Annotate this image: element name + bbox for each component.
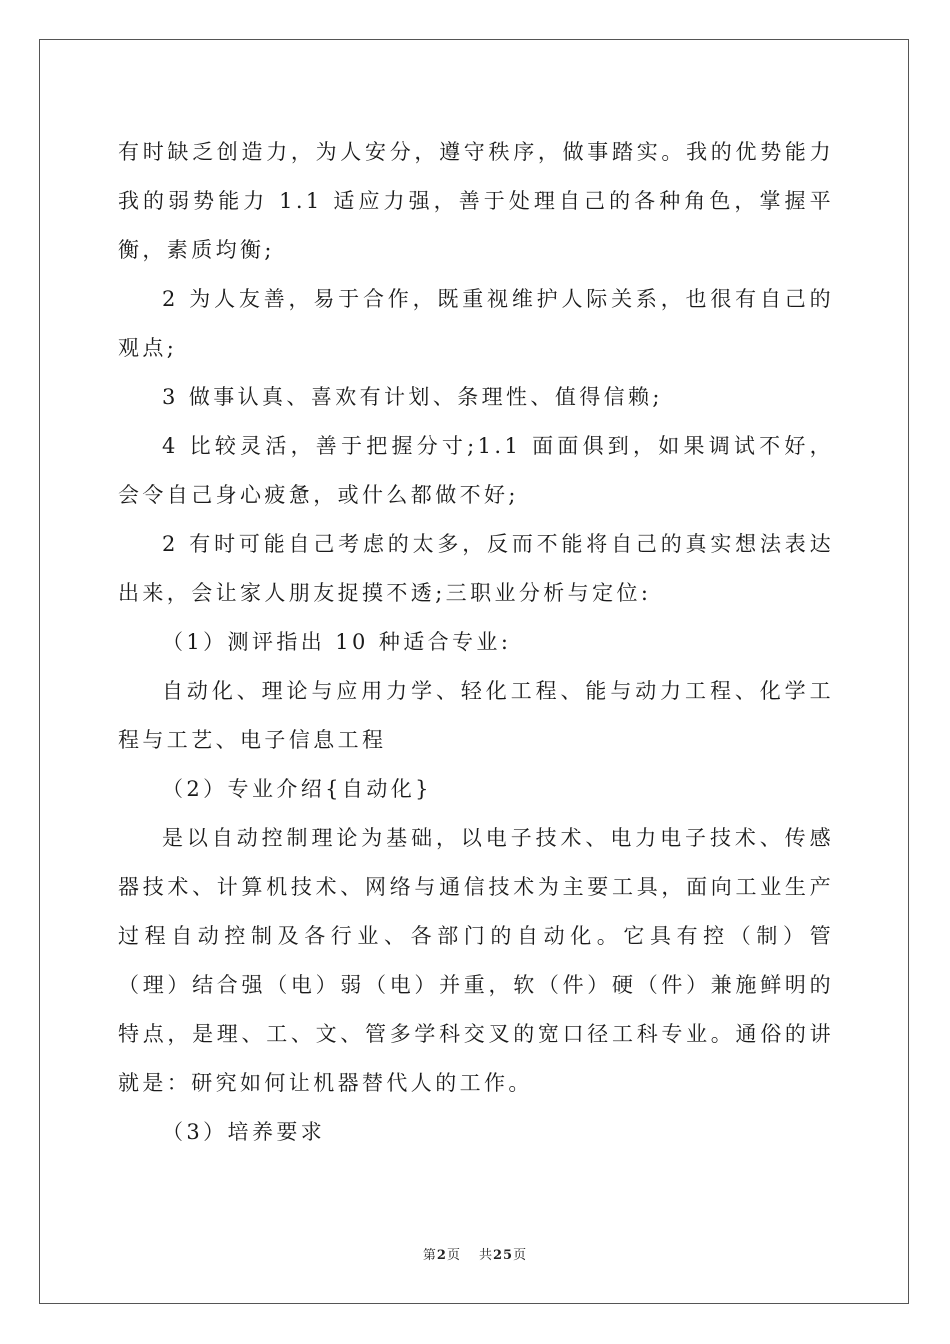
paragraph-3: 3 做事认真、喜欢有计划、条理性、值得信赖; <box>162 385 663 409</box>
page-footer <box>0 1244 950 1263</box>
footer-total-prefix: 共 <box>478 1248 493 1263</box>
footer-total-suffix: 页 <box>513 1248 528 1263</box>
paragraph-1: 有时缺乏创造力，为人安分，遵守秩序，做事踏实。我的优势能力我的弱势能力 1.1 适应力强，善于处理自己的各种角色，掌握平衡，素质均衡; <box>118 140 834 262</box>
footer-total-pages: 25 <box>492 1248 514 1263</box>
section-heading-3: （3）培养要求 <box>162 1120 326 1144</box>
footer-page-number: 2 <box>436 1248 447 1263</box>
section-heading-2: （2）专业介绍{自动化} <box>162 777 432 801</box>
paragraph-5: 2 有时可能自己考虑的太多，反而不能将自己的真实想法表达出来，会让家人朋友捉摸不透;三职业分析与定位: <box>118 532 834 605</box>
section-heading-1: （1）测评指出 10 种适合专业: <box>162 630 512 654</box>
footer-page-prefix: 第 <box>422 1248 437 1263</box>
paragraph-4: 4 比较灵活，善于把握分寸;1.1 面面俱到，如果调试不好，会令自己身心疲惫，或什么都做不好; <box>118 434 834 507</box>
footer-page-suffix: 页 <box>446 1248 461 1263</box>
paragraph-major-intro: 是以自动控制理论为基础，以电子技术、电力电子技术、传感器技术、计算机技术、网络与通信技术为主要工具，面向工业生产过程自动控制及各行业、各部门的自动化。它具有控（制）管（理）结合强（电）弱（电）并重，软（件）硬（件）兼施鲜明的特点，是理、工、文、管多学科交叉的宽口径工科专业。通俗的讲就是：研究如何让机器替代人的工作。 <box>118 826 834 1095</box>
document-body <box>118 128 834 1157</box>
paragraph-2: 2 为人友善，易于合作，既重视维护人际关系，也很有自己的观点; <box>118 287 834 360</box>
paragraph-major-list: 自动化、理论与应用力学、轻化工程、能与动力工程、化学工程与工艺、电子信息工程 <box>118 679 834 752</box>
